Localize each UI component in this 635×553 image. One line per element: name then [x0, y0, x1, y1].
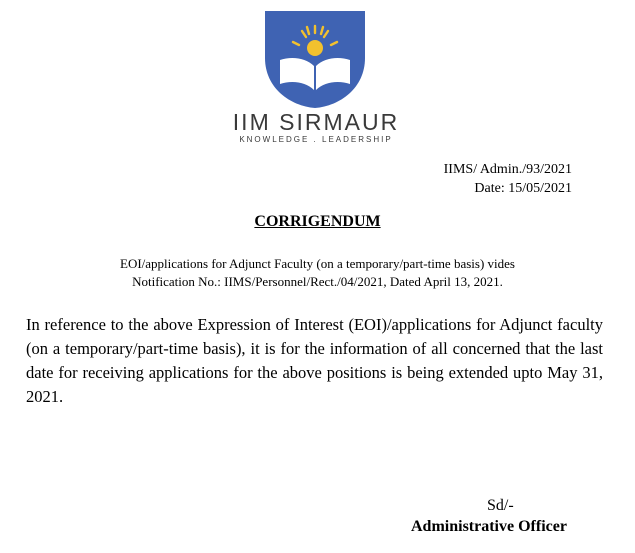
reference-block [444, 160, 572, 198]
subject-block [0, 255, 635, 291]
signatory-designation: Administrative Officer [411, 518, 567, 535]
signature-sd: Sd/- [487, 497, 514, 514]
logo-shield-icon [262, 8, 368, 110]
body-paragraph: In reference to the above Expression of Interest (EOI)/applications for Adjunct faculty (on a temporary/part-time basis), it is for the information of all concerned that the last date for receiving applications for the above positions is being extended upto May 31, 2021. [26, 315, 603, 406]
reference-number: IIMS/ Admin./93/2021 [443, 162, 572, 177]
logo-tagline: KNOWLEDGE . LEADERSHIP [239, 135, 393, 144]
reference-date: Date: 15/05/2021 [474, 181, 572, 196]
subject-line-1: EOI/applications for Adjunct Faculty (on a temporary/part-time basis) vides [120, 256, 515, 271]
document-title: CORRIGENDUM [254, 213, 381, 230]
logo-name: IIM SIRMAUR [232, 109, 400, 135]
subject-line-2: Notification No.: IIMS/Personnel/Rect./04/2021, Dated April 13, 2021. [132, 274, 503, 289]
iim-sirmaur-logo [216, 8, 416, 144]
